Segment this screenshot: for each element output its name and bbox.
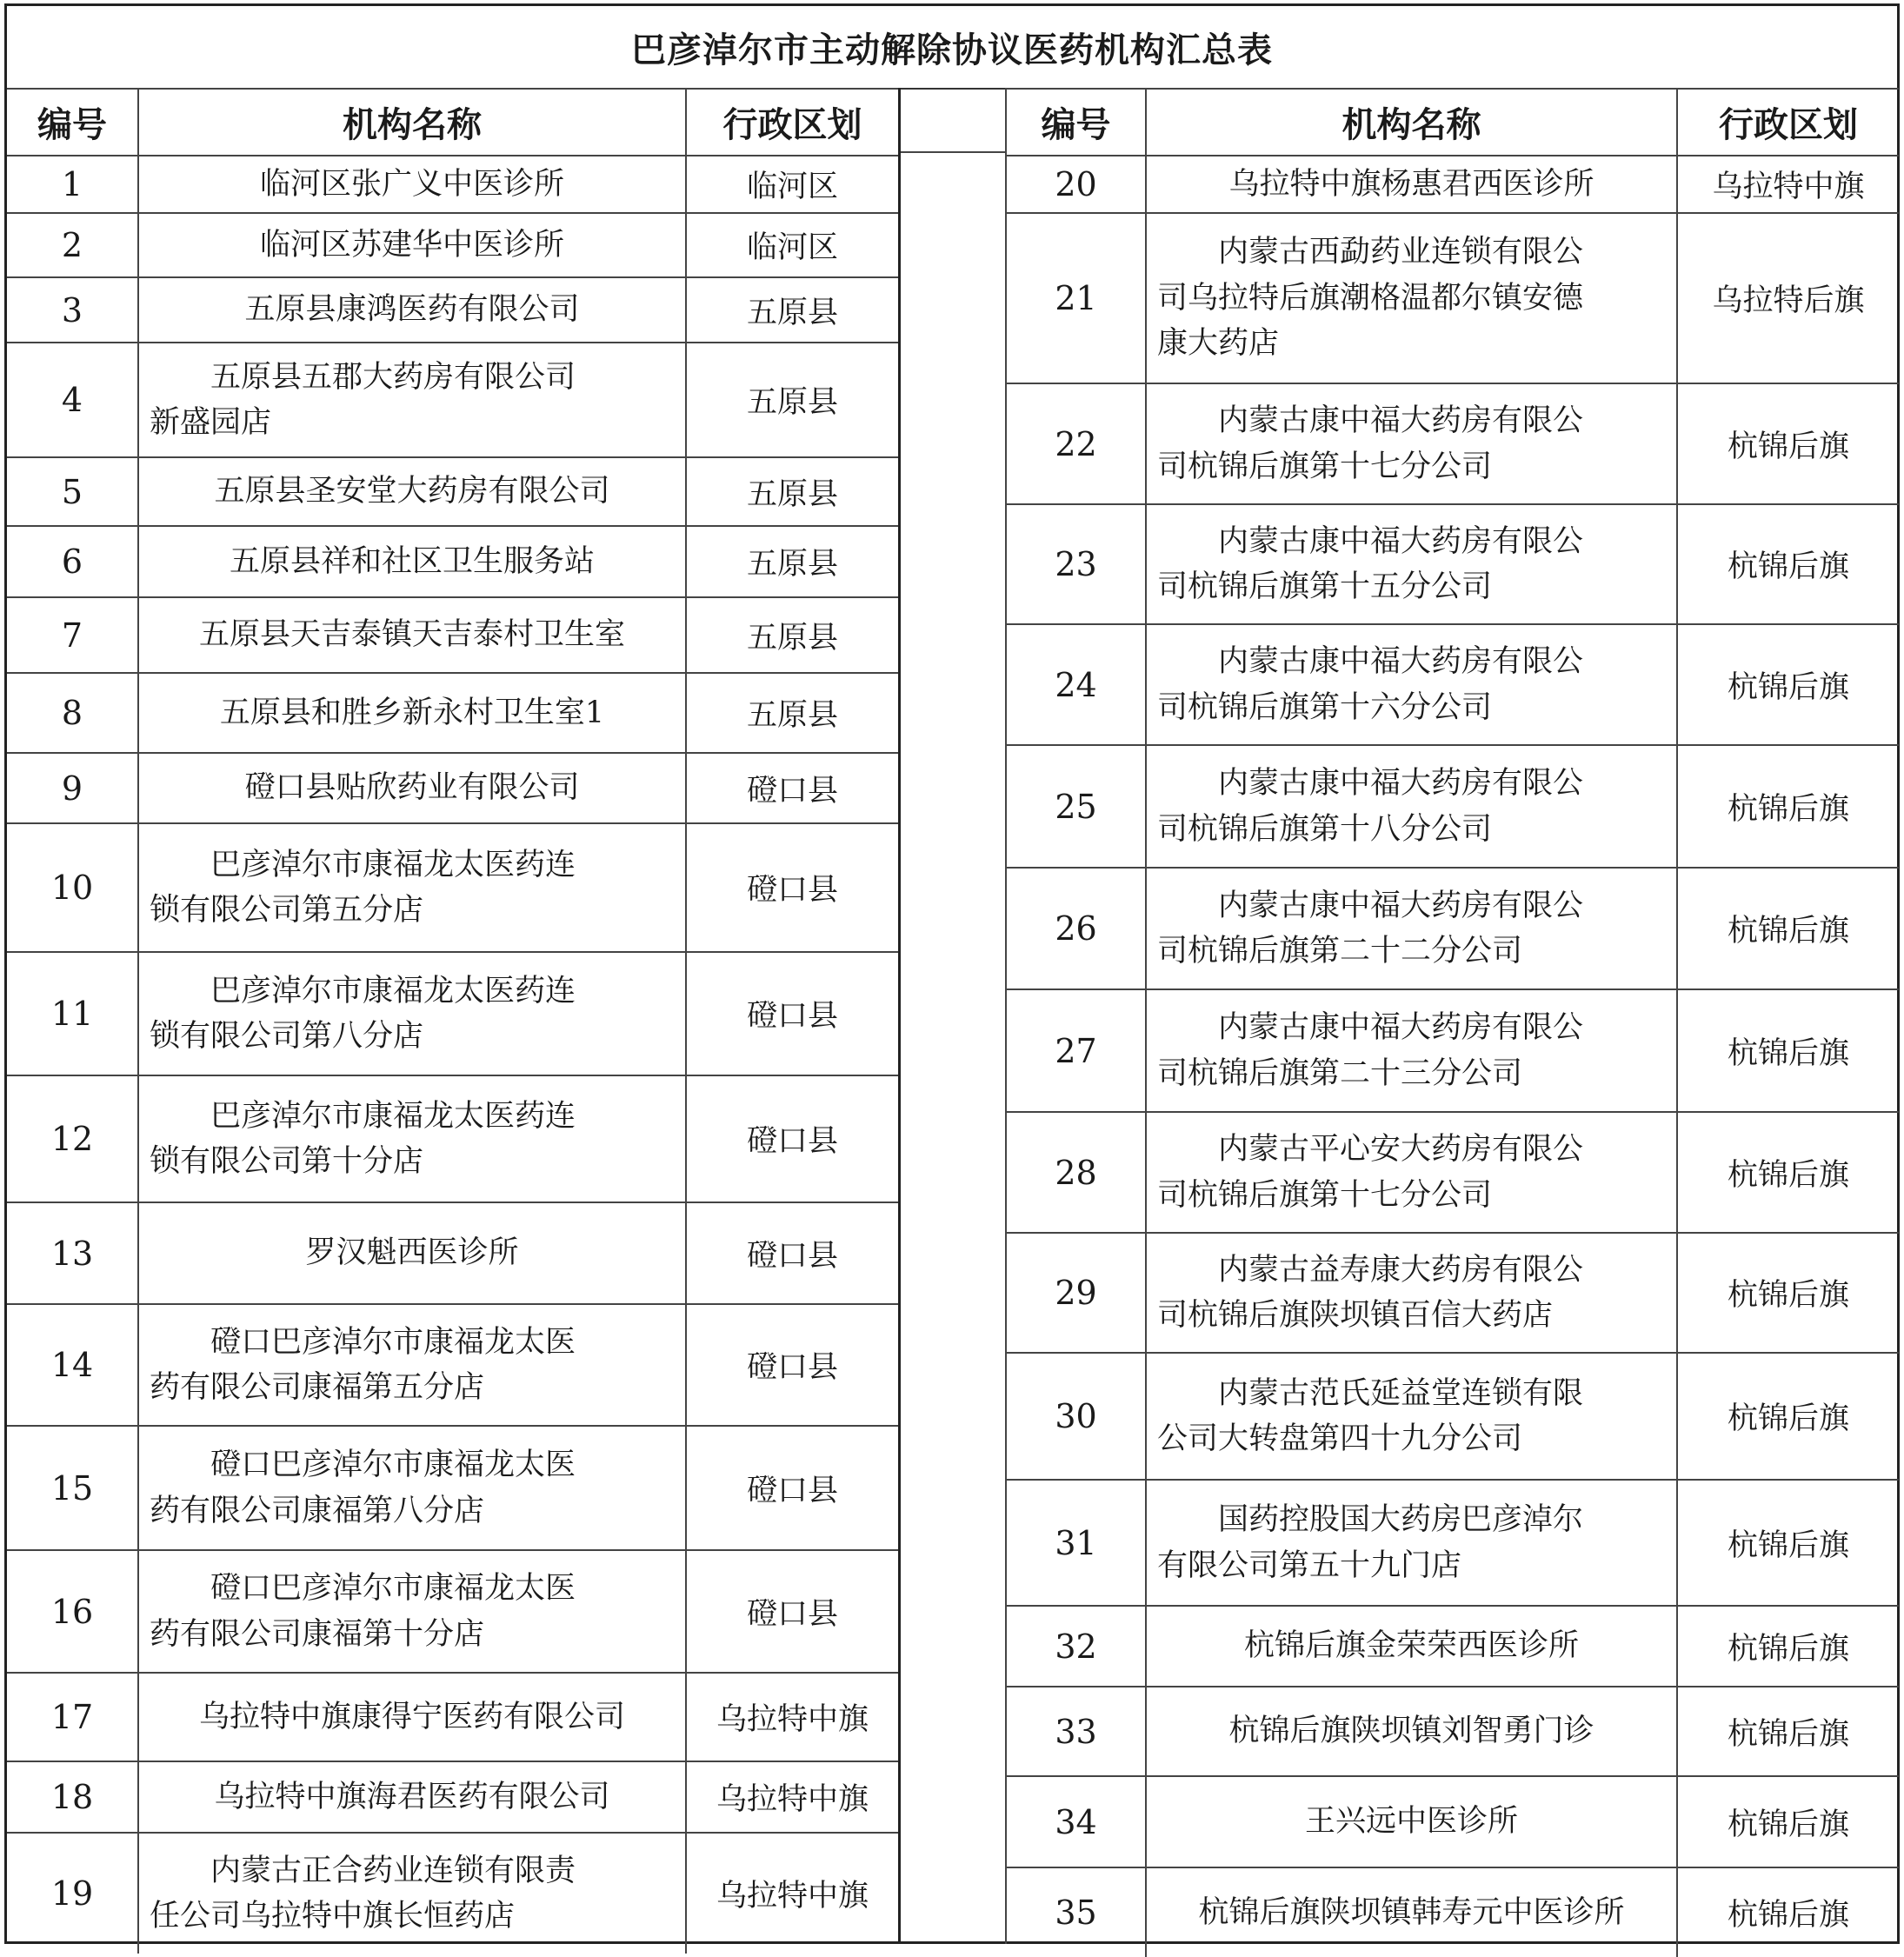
cell-name-line: 五原县和胜乡新永村卫生室1 (219, 695, 605, 730)
cell-name-line: 公司大转盘第四十九分公司 (1157, 1421, 1523, 1456)
cell-region: 乌拉特中旗 (686, 1673, 898, 1761)
cell-name (138, 1673, 686, 1761)
cell-name (1146, 383, 1677, 504)
cell-name-line: 司乌拉特后旗潮格温都尔镇安德 (1157, 280, 1584, 316)
cell-region: 临河区 (686, 156, 898, 213)
cell-name-line: 司杭锦后旗第十八分公司 (1157, 811, 1493, 847)
table-row (1007, 156, 1899, 213)
column-gap (898, 88, 1007, 1944)
cell-name-line: 内蒙古康中福大药房有限公 (1218, 403, 1584, 438)
table-row (7, 1550, 898, 1673)
cell-name (1146, 1233, 1677, 1353)
table-row (7, 457, 898, 526)
cell-no: 5 (7, 457, 138, 526)
cell-name-line: 内蒙古平心安大药房有限公 (1218, 1132, 1584, 1167)
cell-name-line: 内蒙古康中福大药房有限公 (1218, 766, 1584, 801)
cell-name-line: 杭锦后旗陕坝镇韩寿元中医诊所 (1198, 1894, 1625, 1930)
cell-name-line: 内蒙古西勐药业连锁有限公 (1218, 235, 1584, 270)
table-row (1007, 745, 1899, 868)
table-row (1007, 1687, 1899, 1776)
table-right-body (1007, 156, 1899, 1957)
cell-no: 2 (7, 213, 138, 277)
cell-name (138, 673, 686, 753)
col-header-region: 行政区划 (1677, 89, 1899, 156)
cell-name-line: 锁有限公司第十分店 (150, 1144, 424, 1179)
cell-name-line: 康大药店 (1157, 326, 1280, 362)
cell-region: 五原县 (686, 597, 898, 673)
table-row (1007, 989, 1899, 1112)
table-row (7, 343, 898, 457)
cell-region: 杭锦后旗 (1677, 1606, 1899, 1687)
cell-region: 杭锦后旗 (1677, 1776, 1899, 1867)
cell-name (138, 1550, 686, 1673)
table-row (7, 1673, 898, 1761)
cell-region: 磴口县 (686, 1304, 898, 1426)
cell-no: 30 (1007, 1353, 1146, 1480)
table-row (7, 1304, 898, 1426)
cell-no: 25 (1007, 745, 1146, 868)
cell-name-line: 司杭锦后旗第十七分公司 (1157, 1177, 1493, 1213)
table-row (7, 526, 898, 597)
cell-region: 杭锦后旗 (1677, 383, 1899, 504)
cell-region: 五原县 (686, 526, 898, 597)
cell-name-line: 有限公司第五十九门店 (1157, 1548, 1462, 1583)
cell-name (1146, 156, 1677, 213)
cell-name-line: 巴彦淖尔市康福龙太医药连 (210, 973, 576, 1008)
header-row (1007, 89, 1899, 156)
cell-no: 23 (1007, 504, 1146, 624)
cell-name-line: 巴彦淖尔市康福龙太医药连 (210, 847, 576, 882)
cell-region: 磴口县 (686, 1075, 898, 1202)
cell-region: 磴口县 (686, 1550, 898, 1673)
cell-region: 乌拉特后旗 (1677, 213, 1899, 383)
cell-name-line: 内蒙古康中福大药房有限公 (1218, 1010, 1584, 1045)
cell-name-line: 新盛园店 (150, 405, 272, 440)
cell-name-line: 国药控股国大药房巴彦淖尔 (1218, 1502, 1584, 1537)
cell-no: 12 (7, 1075, 138, 1202)
cell-name-line: 罗汉魁西医诊所 (305, 1235, 519, 1271)
col-header-name: 机构名称 (138, 89, 686, 156)
table-row (1007, 1353, 1899, 1480)
cell-name (1146, 1480, 1677, 1606)
cell-name (1146, 1606, 1677, 1687)
table-row (7, 277, 898, 343)
cell-name-line: 内蒙古正合药业连锁有限责 (210, 1853, 576, 1888)
cell-name-line: 内蒙古范氏延益堂连锁有限 (1218, 1375, 1584, 1411)
table-row (1007, 213, 1899, 383)
cell-name (1146, 1687, 1677, 1776)
col-header-name: 机构名称 (1146, 89, 1677, 156)
cell-name-line: 杭锦后旗金荣荣西医诊所 (1243, 1628, 1579, 1664)
col-header-region: 行政区划 (686, 89, 898, 156)
cell-region: 杭锦后旗 (1677, 868, 1899, 989)
cell-region: 杭锦后旗 (1677, 624, 1899, 745)
cell-name-line: 司杭锦后旗第十五分公司 (1157, 569, 1493, 604)
table-row (7, 1202, 898, 1304)
cell-region: 磴口县 (686, 1202, 898, 1304)
cell-no: 34 (1007, 1776, 1146, 1867)
cell-name (138, 1304, 686, 1426)
cell-name (1146, 868, 1677, 989)
table-row (1007, 383, 1899, 504)
cell-name (1146, 745, 1677, 868)
cell-name-line: 巴彦淖尔市康福龙太医药连 (210, 1098, 576, 1134)
cell-no: 35 (1007, 1867, 1146, 1957)
cell-name-line: 五原县康鸿医药有限公司 (244, 292, 580, 328)
cell-name (138, 952, 686, 1075)
table-row (7, 1833, 898, 1954)
cell-name (138, 1833, 686, 1954)
cell-name (1146, 1353, 1677, 1480)
header-row (7, 89, 898, 156)
cell-name-line: 司杭锦后旗陕坝镇百信大药店 (1157, 1298, 1554, 1333)
table-row (7, 673, 898, 753)
cell-name-line: 五原县天吉泰镇天吉泰村卫生室 (198, 617, 625, 653)
table-row (1007, 1606, 1899, 1687)
cell-no: 13 (7, 1202, 138, 1304)
cell-name-line: 乌拉特中旗海君医药有限公司 (214, 1779, 610, 1814)
cell-name-line: 磴口县贴欣药业有限公司 (244, 770, 580, 806)
cell-name (138, 753, 686, 823)
cell-no: 4 (7, 343, 138, 457)
cell-name-line: 五原县祥和社区卫生服务站 (229, 543, 595, 579)
cell-name (1146, 989, 1677, 1112)
cell-name-line: 药有限公司康福第五分店 (150, 1370, 485, 1405)
cell-name-line: 锁有限公司第五分店 (150, 893, 424, 928)
cell-no: 31 (1007, 1480, 1146, 1606)
table-row (7, 1761, 898, 1833)
cell-no: 14 (7, 1304, 138, 1426)
table-row (7, 1426, 898, 1550)
cell-name-line: 杭锦后旗陕坝镇刘智勇门诊 (1228, 1714, 1594, 1749)
cell-no: 19 (7, 1833, 138, 1954)
cell-name-line: 乌拉特中旗杨惠君西医诊所 (1228, 166, 1594, 202)
cell-region: 磴口县 (686, 753, 898, 823)
table-left-body (7, 156, 898, 1954)
cell-region: 杭锦后旗 (1677, 1233, 1899, 1353)
cell-name-line: 五原县圣安堂大药房有限公司 (214, 474, 610, 509)
cell-no: 28 (1007, 1112, 1146, 1233)
table-row (1007, 1480, 1899, 1606)
cell-no: 16 (7, 1550, 138, 1673)
cell-name (138, 1761, 686, 1833)
cell-region: 五原县 (686, 277, 898, 343)
cell-name-line: 药有限公司康福第十分店 (150, 1616, 485, 1652)
cell-region: 杭锦后旗 (1677, 1480, 1899, 1606)
column-gap-header (901, 88, 1005, 153)
cell-name-line: 司杭锦后旗第二十三分公司 (1157, 1055, 1523, 1091)
page-title: 巴彦淖尔市主动解除协议医药机构汇总表 (7, 6, 1897, 90)
cell-name-line: 五原县五郡大药房有限公司 (210, 359, 576, 395)
cell-region: 乌拉特中旗 (686, 1761, 898, 1833)
cell-name-line: 司杭锦后旗第十六分公司 (1157, 689, 1493, 725)
cell-region: 杭锦后旗 (1677, 1687, 1899, 1776)
cell-no: 7 (7, 597, 138, 673)
cell-no: 18 (7, 1761, 138, 1833)
cell-name-line: 临河区苏建华中医诊所 (259, 227, 564, 263)
cell-name (138, 597, 686, 673)
cell-region: 磴口县 (686, 1426, 898, 1550)
cell-region: 五原县 (686, 673, 898, 753)
cell-no: 8 (7, 673, 138, 753)
cell-name (138, 1202, 686, 1304)
cell-name (138, 343, 686, 457)
table-left (7, 88, 898, 1954)
col-header-no: 编号 (1007, 89, 1146, 156)
table-row (1007, 624, 1899, 745)
cell-region: 磴口县 (686, 952, 898, 1075)
cell-name-line: 锁有限公司第八分店 (150, 1019, 424, 1054)
cell-no: 27 (1007, 989, 1146, 1112)
cell-name (138, 457, 686, 526)
cell-region: 五原县 (686, 343, 898, 457)
cell-name (138, 156, 686, 213)
cell-name (1146, 624, 1677, 745)
cell-name-line: 药有限公司康福第八分店 (150, 1493, 485, 1528)
cell-region: 杭锦后旗 (1677, 1353, 1899, 1480)
table-row (7, 597, 898, 673)
cell-name (1146, 1776, 1677, 1867)
cell-region: 杭锦后旗 (1677, 1867, 1899, 1957)
cell-no: 21 (1007, 213, 1146, 383)
cell-name-line: 磴口巴彦淖尔市康福龙太医 (210, 1448, 576, 1482)
cell-name-line: 内蒙古益寿康大药房有限公 (1218, 1252, 1584, 1288)
cell-region: 杭锦后旗 (1677, 989, 1899, 1112)
cell-no: 3 (7, 277, 138, 343)
cell-region: 乌拉特中旗 (686, 1833, 898, 1954)
cell-name (138, 526, 686, 597)
cell-name-line: 内蒙古康中福大药房有限公 (1218, 888, 1584, 923)
cell-no: 32 (1007, 1606, 1146, 1687)
table-row (7, 952, 898, 1075)
table-row (7, 1075, 898, 1202)
cell-region: 乌拉特中旗 (1677, 156, 1899, 213)
cell-name (138, 823, 686, 952)
cell-no: 10 (7, 823, 138, 952)
cell-no: 22 (1007, 383, 1146, 504)
table-row (1007, 868, 1899, 989)
table-row (1007, 1233, 1899, 1353)
cell-name (138, 1426, 686, 1550)
cell-name (138, 213, 686, 277)
cell-name-line: 临河区张广义中医诊所 (259, 166, 564, 202)
cell-name-line: 乌拉特中旗康得宁医药有限公司 (198, 1699, 625, 1734)
cell-no: 20 (1007, 156, 1146, 213)
summary-sheet (4, 3, 1900, 1944)
table-row (7, 753, 898, 823)
cell-no: 9 (7, 753, 138, 823)
cell-name (1146, 1112, 1677, 1233)
cell-name (1146, 1867, 1677, 1957)
cell-name-line: 任公司乌拉特中旗长恒药店 (150, 1899, 516, 1934)
cell-region: 临河区 (686, 213, 898, 277)
cell-no: 17 (7, 1673, 138, 1761)
cell-region: 杭锦后旗 (1677, 745, 1899, 868)
cell-name (1146, 504, 1677, 624)
cell-name (1146, 213, 1677, 383)
cell-name-line: 王兴远中医诊所 (1304, 1804, 1518, 1840)
cell-name (138, 277, 686, 343)
cell-no: 29 (1007, 1233, 1146, 1353)
cell-no: 1 (7, 156, 138, 213)
table-row (1007, 1867, 1899, 1957)
cell-name (138, 1075, 686, 1202)
table-right (1007, 88, 1899, 1957)
table-row (1007, 1112, 1899, 1233)
cell-region: 杭锦后旗 (1677, 504, 1899, 624)
cell-name-line: 内蒙古康中福大药房有限公 (1218, 644, 1584, 679)
table-row (1007, 504, 1899, 624)
cell-region: 杭锦后旗 (1677, 1112, 1899, 1233)
cell-name-line: 内蒙古康中福大药房有限公 (1218, 523, 1584, 559)
cell-region: 五原县 (686, 457, 898, 526)
col-header-no: 编号 (7, 89, 138, 156)
table-row (7, 823, 898, 952)
cell-name-line: 司杭锦后旗第十七分公司 (1157, 449, 1493, 484)
cell-name-line: 司杭锦后旗第二十二分公司 (1157, 934, 1523, 969)
cell-no: 33 (1007, 1687, 1146, 1776)
table-row (7, 213, 898, 277)
cell-no: 26 (1007, 868, 1146, 989)
cell-no: 6 (7, 526, 138, 597)
table-row (1007, 1776, 1899, 1867)
cell-no: 11 (7, 952, 138, 1075)
cell-region: 磴口县 (686, 823, 898, 952)
cell-name-line: 磴口巴彦淖尔市康福龙太医 (210, 1571, 576, 1606)
cell-name-line: 磴口巴彦淖尔市康福龙太医 (210, 1324, 576, 1360)
cell-no: 15 (7, 1426, 138, 1550)
cell-no: 24 (1007, 624, 1146, 745)
table-row (7, 156, 898, 213)
